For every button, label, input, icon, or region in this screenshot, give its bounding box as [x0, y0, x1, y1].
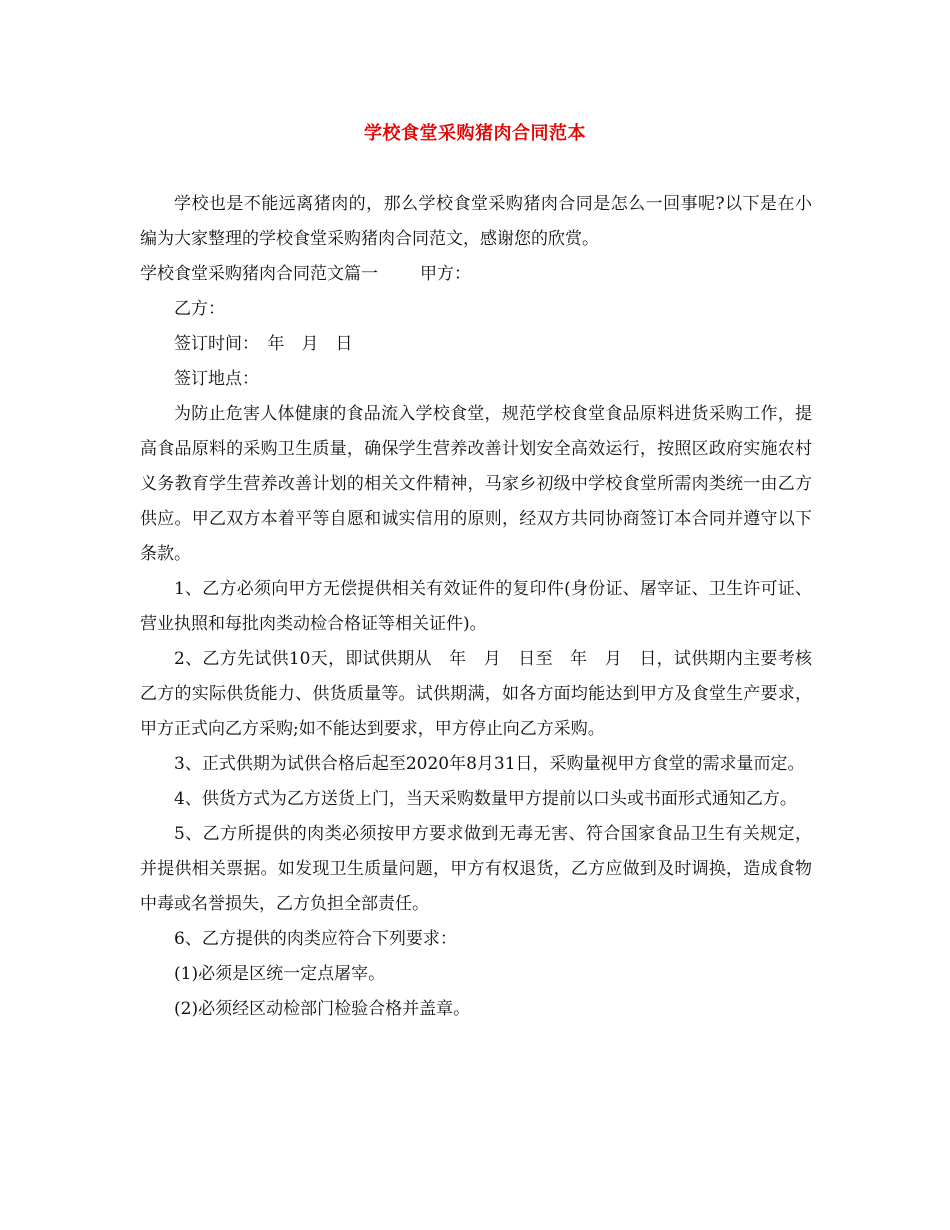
- document-title: 学校食堂采购猪肉合同范本: [364, 123, 586, 144]
- intro-paragraph: 学校也是不能远离猪肉的，那么学校食堂采购猪肉合同是怎么一回事呢?以下是在小编为大家整理的学校食堂采购猪肉合同范文，感谢您的欣赏。: [140, 194, 812, 249]
- clause-5: 5、乙方所提供的肉类必须按甲方要求做到无毒无害、符合国家食品卫生有关规定，并提供相关票据。如发现卫生质量问题，甲方有权退货，乙方应做到及时调换，造成食物中毒或名誉损失，乙方负担全部责任。: [140, 824, 812, 914]
- signing-place-label: 签订地点：: [174, 369, 259, 389]
- clause-6-item-1: (1)必须是区统一定点屠宰。: [174, 964, 386, 984]
- party-b-label: 乙方：: [174, 299, 225, 319]
- clause-2: 2、乙方先试供10天，即试供期从 年 月 日至 年 月 日，试供期内主要考核乙方的实际供货能力、供货质量等。试供期满，如各方面均能达到甲方及食堂生产要求，甲方正式向乙方采购;如不能达到要求，甲方停止向乙方采购。: [140, 649, 812, 739]
- clause-6-item-2: (2)必须经区动检部门检验合格并盖章。: [174, 999, 471, 1019]
- signing-date-label: 签订时间： 年 月 日: [174, 334, 353, 354]
- document-body: [140, 187, 812, 1027]
- clause-1: 1、乙方必须向甲方无偿提供相关有效证件的复印件(身份证、屠宰证、卫生许可证、营业执照和每批肉类动检合格证等相关证件)。: [140, 579, 812, 634]
- party-a-label: 甲方：: [420, 264, 471, 284]
- clause-6: 6、乙方提供的肉类应符合下列要求：: [174, 929, 457, 949]
- clause-3: 3、正式供期为试供合格后起至2020年8月31日，采购量视甲方食堂的需求量而定。: [174, 754, 805, 774]
- preamble-paragraph: 为防止危害人体健康的食品流入学校食堂，规范学校食堂食品原料进货采购工作，提高食品原料的采购卫生质量，确保学生营养改善计划安全高效运行，按照区政府实施农村义务教育学生营养改善计划的相关文件精神，马家乡初级中学校食堂所需肉类统一由乙方供应。甲乙双方本着平等自愿和诚实信用的原则，经双方共同协商签订本合同并遵守以下条款。: [140, 404, 812, 564]
- clause-4: 4、供货方式为乙方送货上门，当天采购数量甲方提前以口头或书面形式通知乙方。: [174, 789, 797, 809]
- section-heading: 学校食堂采购猪肉合同范文篇一: [140, 264, 378, 284]
- section-heading-line: [140, 257, 812, 292]
